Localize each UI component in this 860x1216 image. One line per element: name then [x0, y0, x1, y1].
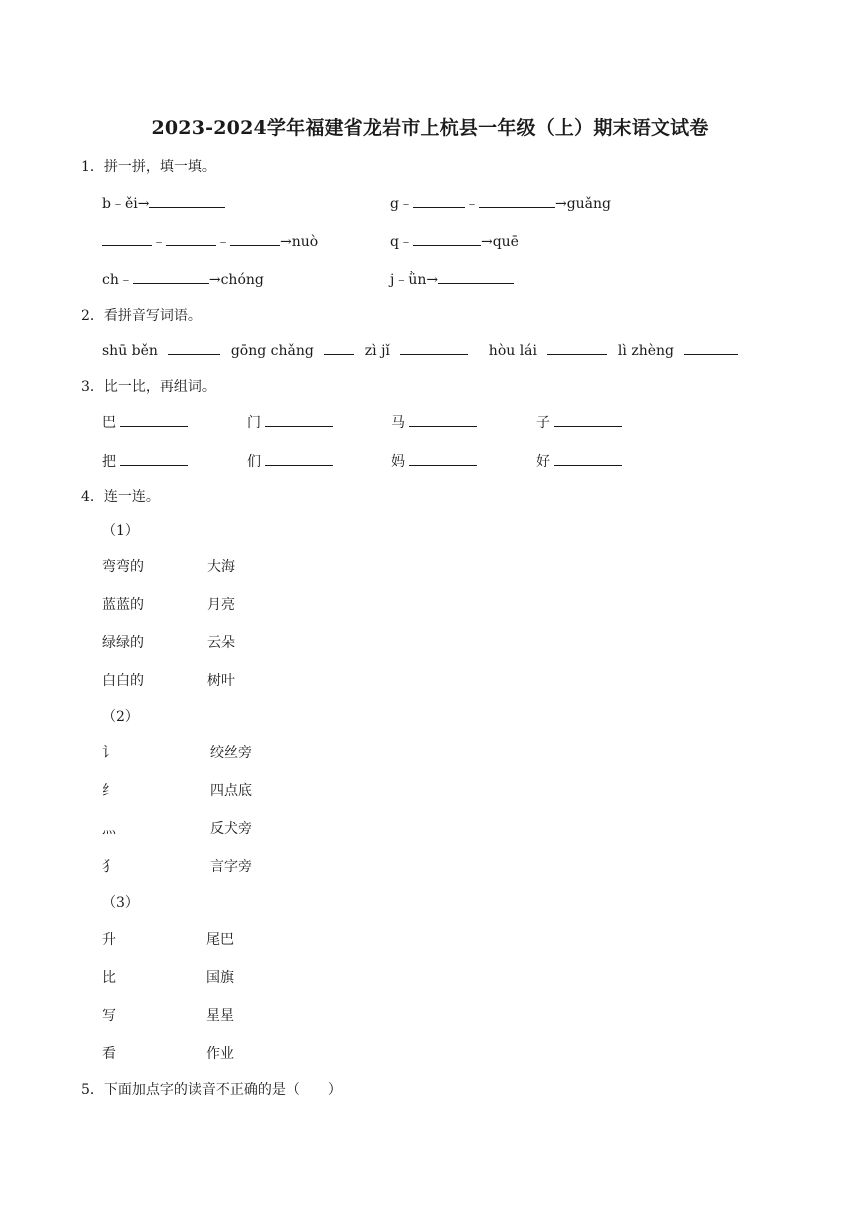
q1-prompt: →chóng [208, 272, 264, 288]
answer-blank[interactable] [120, 452, 188, 466]
q4-right-item[interactable]: 四点底 [210, 783, 252, 799]
answer-blank[interactable] [438, 270, 514, 284]
q1-prompt: g﹣ [390, 196, 413, 212]
answer-blank[interactable] [168, 341, 220, 355]
q1-prompt: →quē [480, 234, 519, 250]
q3-char: 门 [247, 415, 261, 431]
q3-char: 妈 [391, 454, 405, 470]
q4-group-label: （2） [102, 709, 139, 725]
pinyin-word: gōng chǎng [230, 343, 314, 359]
q4-left-item[interactable]: 写 [102, 1008, 116, 1024]
q3-char: 们 [247, 454, 261, 470]
answer-blank[interactable] [413, 194, 465, 208]
answer-blank[interactable] [149, 194, 225, 208]
page-title: 2023-2024学年福建省龙岩市上杭县一年级（上）期末语文试卷 [151, 117, 709, 139]
q1-prompt: b﹣ěi→ [102, 196, 150, 212]
q1-separator: ﹣ [216, 234, 230, 250]
q3-item [391, 451, 477, 471]
question-2-heading: 2．看拼音写词语。 [81, 308, 202, 324]
answer-blank[interactable] [684, 341, 738, 355]
pinyin-word: lì zhèng [617, 343, 674, 359]
q4-left-item[interactable]: 弯弯的 [102, 559, 144, 575]
q1-separator: ﹣ [152, 234, 166, 250]
q4-left-item[interactable]: 蓝蓝的 [102, 597, 144, 613]
q4-left-item[interactable]: 灬 [102, 821, 116, 837]
answer-blank[interactable] [413, 232, 481, 246]
q3-char: 子 [536, 415, 550, 431]
question-3-heading: 3．比一比，再组词。 [81, 379, 216, 395]
q1-prompt: ch﹣ [102, 272, 133, 288]
q4-left-item[interactable]: 升 [102, 932, 116, 948]
q3-item [536, 412, 622, 432]
answer-blank[interactable] [409, 413, 477, 427]
answer-blank[interactable] [265, 413, 333, 427]
q4-left-item[interactable]: 绿绿的 [102, 635, 144, 651]
q4-right-item[interactable]: 大海 [207, 559, 235, 575]
q4-left-item[interactable]: 比 [102, 970, 116, 986]
q4-left-item[interactable]: 犭 [102, 859, 116, 875]
answer-blank[interactable] [102, 232, 152, 246]
answer-blank[interactable] [120, 413, 188, 427]
q3-char: 马 [391, 415, 405, 431]
q1-row3-right [390, 269, 514, 289]
q1-prompt: q﹣ [390, 234, 413, 250]
q4-right-item[interactable]: 反犬旁 [210, 821, 252, 837]
q1-row3-left [102, 269, 264, 289]
q4-group-label: （3） [102, 895, 139, 911]
q4-left-item[interactable]: 纟 [102, 783, 116, 799]
pinyin-word: shū běn [102, 343, 158, 359]
q4-right-item[interactable]: 尾巴 [206, 932, 234, 948]
q4-right-item[interactable]: 月亮 [207, 597, 235, 613]
q3-char: 巴 [102, 415, 116, 431]
answer-blank[interactable] [166, 232, 216, 246]
pinyin-word: hòu lái [488, 343, 538, 359]
answer-blank[interactable] [409, 452, 477, 466]
q1-row1-left [102, 193, 225, 213]
q3-item [247, 451, 333, 471]
answer-blank[interactable] [547, 341, 607, 355]
q1-prompt: →guǎng [554, 196, 612, 212]
answer-blank[interactable] [265, 452, 333, 466]
q4-right-item[interactable]: 绞丝旁 [210, 745, 252, 761]
question-5-heading: 5．下面加点字的读音不正确的是（ ） [81, 1082, 342, 1098]
question-4-heading: 4．连一连。 [81, 489, 160, 505]
answer-blank[interactable] [479, 194, 555, 208]
q4-group-label: （1） [102, 523, 139, 539]
q3-char: 好 [536, 454, 550, 470]
q4-right-item[interactable]: 云朵 [207, 635, 235, 651]
answer-blank[interactable] [400, 341, 468, 355]
answer-blank[interactable] [554, 452, 622, 466]
q1-prompt: j﹣ǜn→ [390, 272, 439, 288]
q1-row2-left [102, 231, 318, 251]
question-1-heading: 1．拼一拼，填一填。 [81, 159, 216, 175]
q4-right-item[interactable]: 作业 [206, 1046, 234, 1062]
answer-blank[interactable] [554, 413, 622, 427]
answer-blank[interactable] [230, 232, 280, 246]
q1-row1-right [390, 193, 611, 213]
q4-left-item[interactable]: 讠 [102, 745, 116, 761]
answer-blank[interactable] [133, 270, 209, 284]
q1-row2-right [390, 231, 519, 251]
q3-item [391, 412, 477, 432]
q3-char: 把 [102, 454, 116, 470]
answer-blank[interactable] [324, 341, 354, 355]
q1-separator: ﹣ [464, 196, 479, 212]
pinyin-word: zì jǐ [364, 343, 390, 359]
q4-right-item[interactable]: 树叶 [207, 673, 235, 689]
q1-prompt: →nuò [280, 234, 319, 250]
q3-item [247, 412, 333, 432]
q2-pinyin-row [102, 341, 738, 359]
q3-item [102, 412, 188, 432]
q4-left-item[interactable]: 白白的 [102, 673, 144, 689]
q3-item [536, 451, 622, 471]
q4-right-item[interactable]: 言字旁 [210, 859, 252, 875]
q4-right-item[interactable]: 星星 [206, 1008, 234, 1024]
q4-right-item[interactable]: 国旗 [206, 970, 234, 986]
q4-left-item[interactable]: 看 [102, 1046, 116, 1062]
q3-item [102, 451, 188, 471]
